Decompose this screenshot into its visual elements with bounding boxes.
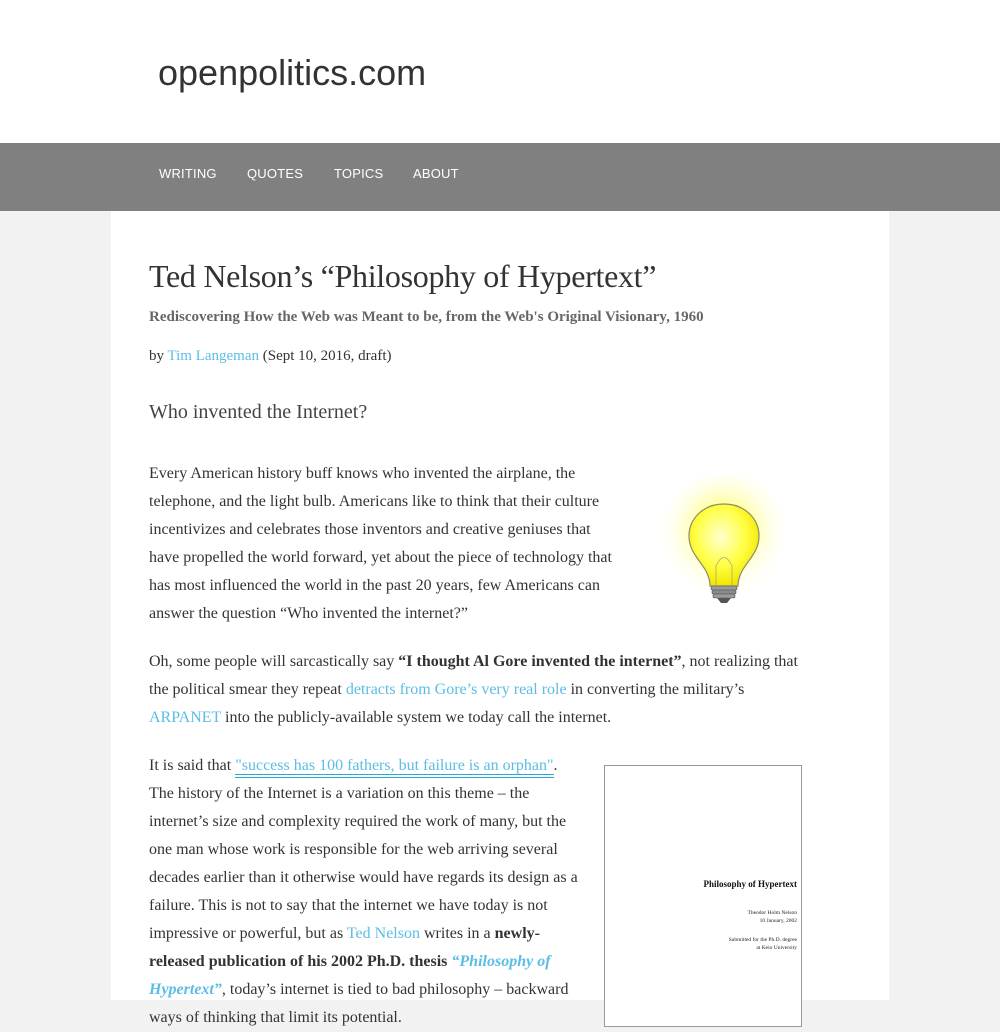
article-content bbox=[111, 211, 889, 1026]
main-nav bbox=[0, 143, 1000, 211]
article-title: Ted Nelson’s “Philosophy of Hypertext” bbox=[149, 258, 657, 294]
p3-text-2: . The history of the Internet is a variation on this theme – the internet’s size and complexity required the work of many, but the one man whose work is responsible for the web arriving several decades earlier than it otherwise would have regards its design as a failure. This is not to say that the internet we have today is not impressive or powerful, but as bbox=[149, 757, 578, 942]
p2-text-1: Oh, some people will sarcastically say bbox=[149, 653, 399, 670]
byline bbox=[149, 348, 392, 365]
p2-text-2: , not realizing that the political smear they repeat bbox=[149, 653, 798, 698]
ted-nelson-link[interactable]: Ted Nelson bbox=[346, 925, 420, 942]
paragraph-success-fathers bbox=[149, 752, 579, 1032]
p3-text-5: , today’s internet is tied to bad philosophy – backward ways of thinking that limit its potential. bbox=[149, 981, 569, 1026]
site-header bbox=[0, 0, 1000, 143]
author-link[interactable]: Tim Langeman bbox=[167, 348, 260, 364]
success-quote-link[interactable]: "success has 100 fathers, but failure is an orphan" bbox=[235, 757, 553, 778]
byline-date: (Sept 10, 2016, draft) bbox=[259, 348, 392, 364]
thesis-cover-image[interactable] bbox=[604, 765, 802, 1027]
thesis-cover-note bbox=[677, 936, 797, 952]
philosophy-of-hypertext-link[interactable]: “Philosophy of Hypertext” bbox=[149, 953, 551, 998]
p2-bold-quote: “I thought Al Gore invented the internet” bbox=[398, 653, 682, 670]
thesis-cover-author bbox=[677, 909, 797, 925]
nav-item-writing[interactable]: WRITING bbox=[159, 166, 217, 181]
p3-text-1: It is said that bbox=[149, 757, 236, 774]
site-title-link[interactable]: openpolitics.com bbox=[158, 52, 427, 93]
gore-role-link[interactable]: detracts from Gore’s very real role bbox=[345, 681, 567, 698]
paragraph-intro: Every American history buff knows who invented the airplane, the telephone, and the light bulb. Americans like to think that their culture incentivizes and celebrates those inventors and creative geniuses that have propelled the world forward, yet about the piece of technology that has most influenced the world in the past 20 years, few Americans can answer the question “Who invented the internet?” bbox=[149, 465, 612, 622]
nav-item-about[interactable]: ABOUT bbox=[413, 166, 459, 181]
p2-text-4: into the publicly-available system we today call the internet. bbox=[221, 709, 612, 726]
article-subtitle: Rediscovering How the Web was Meant to be, from the Web's Original Visionary, 1960 bbox=[149, 309, 704, 325]
thesis-note-line-2: at Keio University bbox=[756, 945, 797, 951]
thesis-author-name: Theodor Holm Nelson bbox=[747, 910, 797, 916]
p3-text-3: writes in a bbox=[419, 925, 495, 942]
p2-text-3: in converting the military’s bbox=[566, 681, 745, 698]
byline-prefix: by bbox=[149, 348, 168, 364]
lightbulb-icon bbox=[651, 471, 801, 621]
thesis-note-line-1: Submitted for the Ph.D. degree bbox=[728, 937, 797, 943]
thesis-cover-title: Philosophy of Hypertext bbox=[703, 879, 797, 889]
nav-item-quotes[interactable]: QUOTES bbox=[247, 166, 304, 181]
thesis-date: 10 January, 2002 bbox=[759, 918, 797, 924]
arpanet-link[interactable]: ARPANET bbox=[149, 709, 222, 726]
paragraph-al-gore bbox=[149, 648, 814, 732]
section-heading: Who invented the Internet? bbox=[149, 401, 368, 423]
nav-item-topics[interactable]: TOPICS bbox=[334, 166, 384, 181]
p3-bold-publication: newly-released publication of his 2002 Ph.D. thesis bbox=[149, 925, 540, 970]
